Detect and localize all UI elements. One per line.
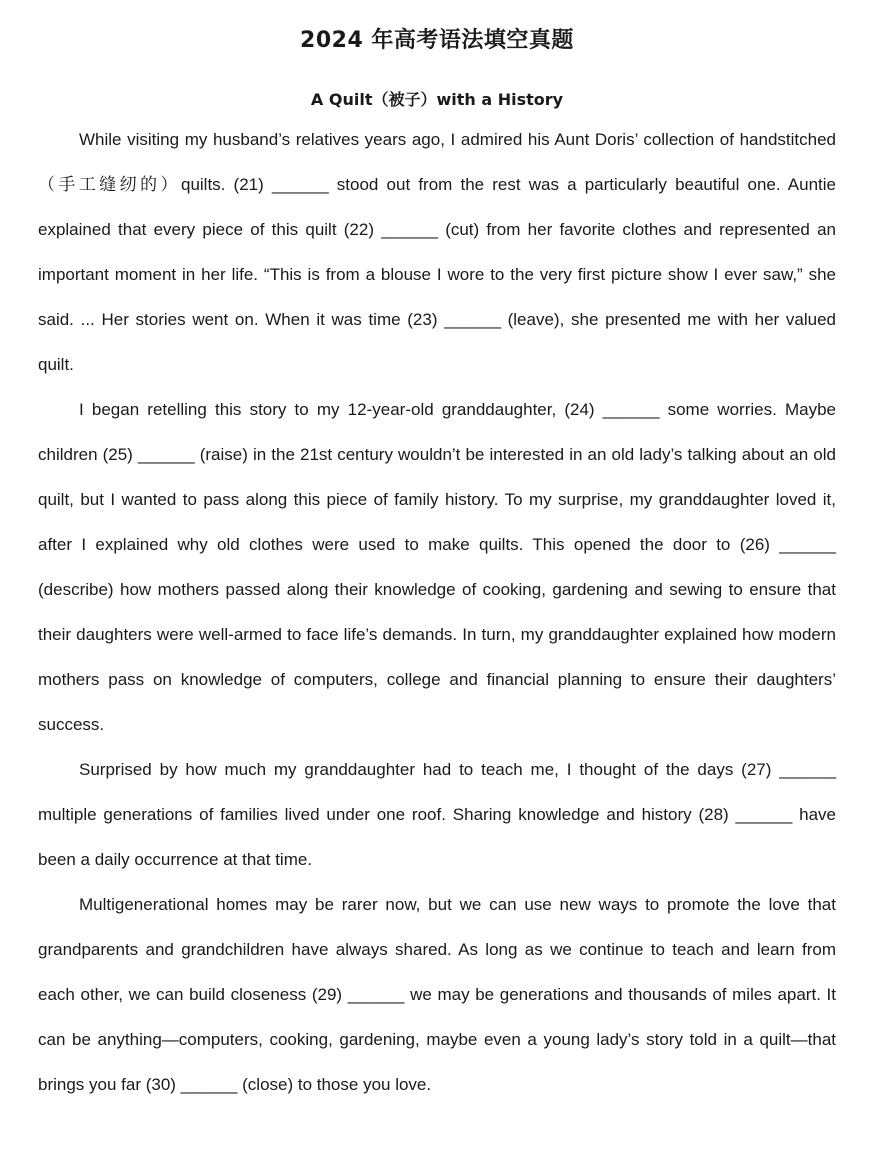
document-page [38, 22, 836, 1107]
paragraph-1: While visiting my husband’s relatives years ago, I admired his Aunt Doris’ collection of handstitched（手工缝纫的）quilts. (21) ______ stood out from the rest was a particularly beautiful one. Auntie explained that every piece of this quilt (22) ______ (cut) from her favorite clothes and represented an important moment in her life. “This is from a blouse I wore to the very first picture show I ever saw,” she said. ... Her stories went on. When it was time (23) ______ (leave), she presented me with her valued quilt. [38, 130, 836, 374]
paragraph-2: I began retelling this story to my 12-year-old granddaughter, (24) ______ some worries. Maybe children (25) ______ (raise) in the 21st century wouldn’t be interested in an old lady’s talking about an old quilt, but I wanted to pass along this piece of family history. To my surprise, my granddaughter loved it, after I explained why old clothes were used to make quilts. This opened the door to (26) ______ (describe) how mothers passed along their knowledge of cooking, gardening and sewing to ensure that their daughters were well-armed to face life’s demands. In turn, my granddaughter explained how modern mothers pass on knowledge of computers, college and financial planning to ensure their daughters’ success. [38, 400, 836, 734]
paragraph-3: Surprised by how much my granddaughter had to teach me, I thought of the days (27) ______ multiple generations of families lived under one roof. Sharing knowledge and history (28) ______ have been a daily occurrence at that time. [38, 760, 836, 869]
paragraph-4: Multigenerational homes may be rarer now, but we can use new ways to promote the love that grandparents and grandchildren have always shared. As long as we continue to teach and learn from each other, we can build closeness (29) ______ we may be generations and thousands of miles apart. It can be anything—computers, cooking, gardening, maybe even a young lady’s story told in a quilt—that brings you far (30) ______ (close) to those you love. [38, 895, 836, 1094]
passage-title: A Quilt（被子）with a History [310, 90, 564, 109]
document-title: 2024 年高考语法填空真题 [300, 28, 574, 53]
